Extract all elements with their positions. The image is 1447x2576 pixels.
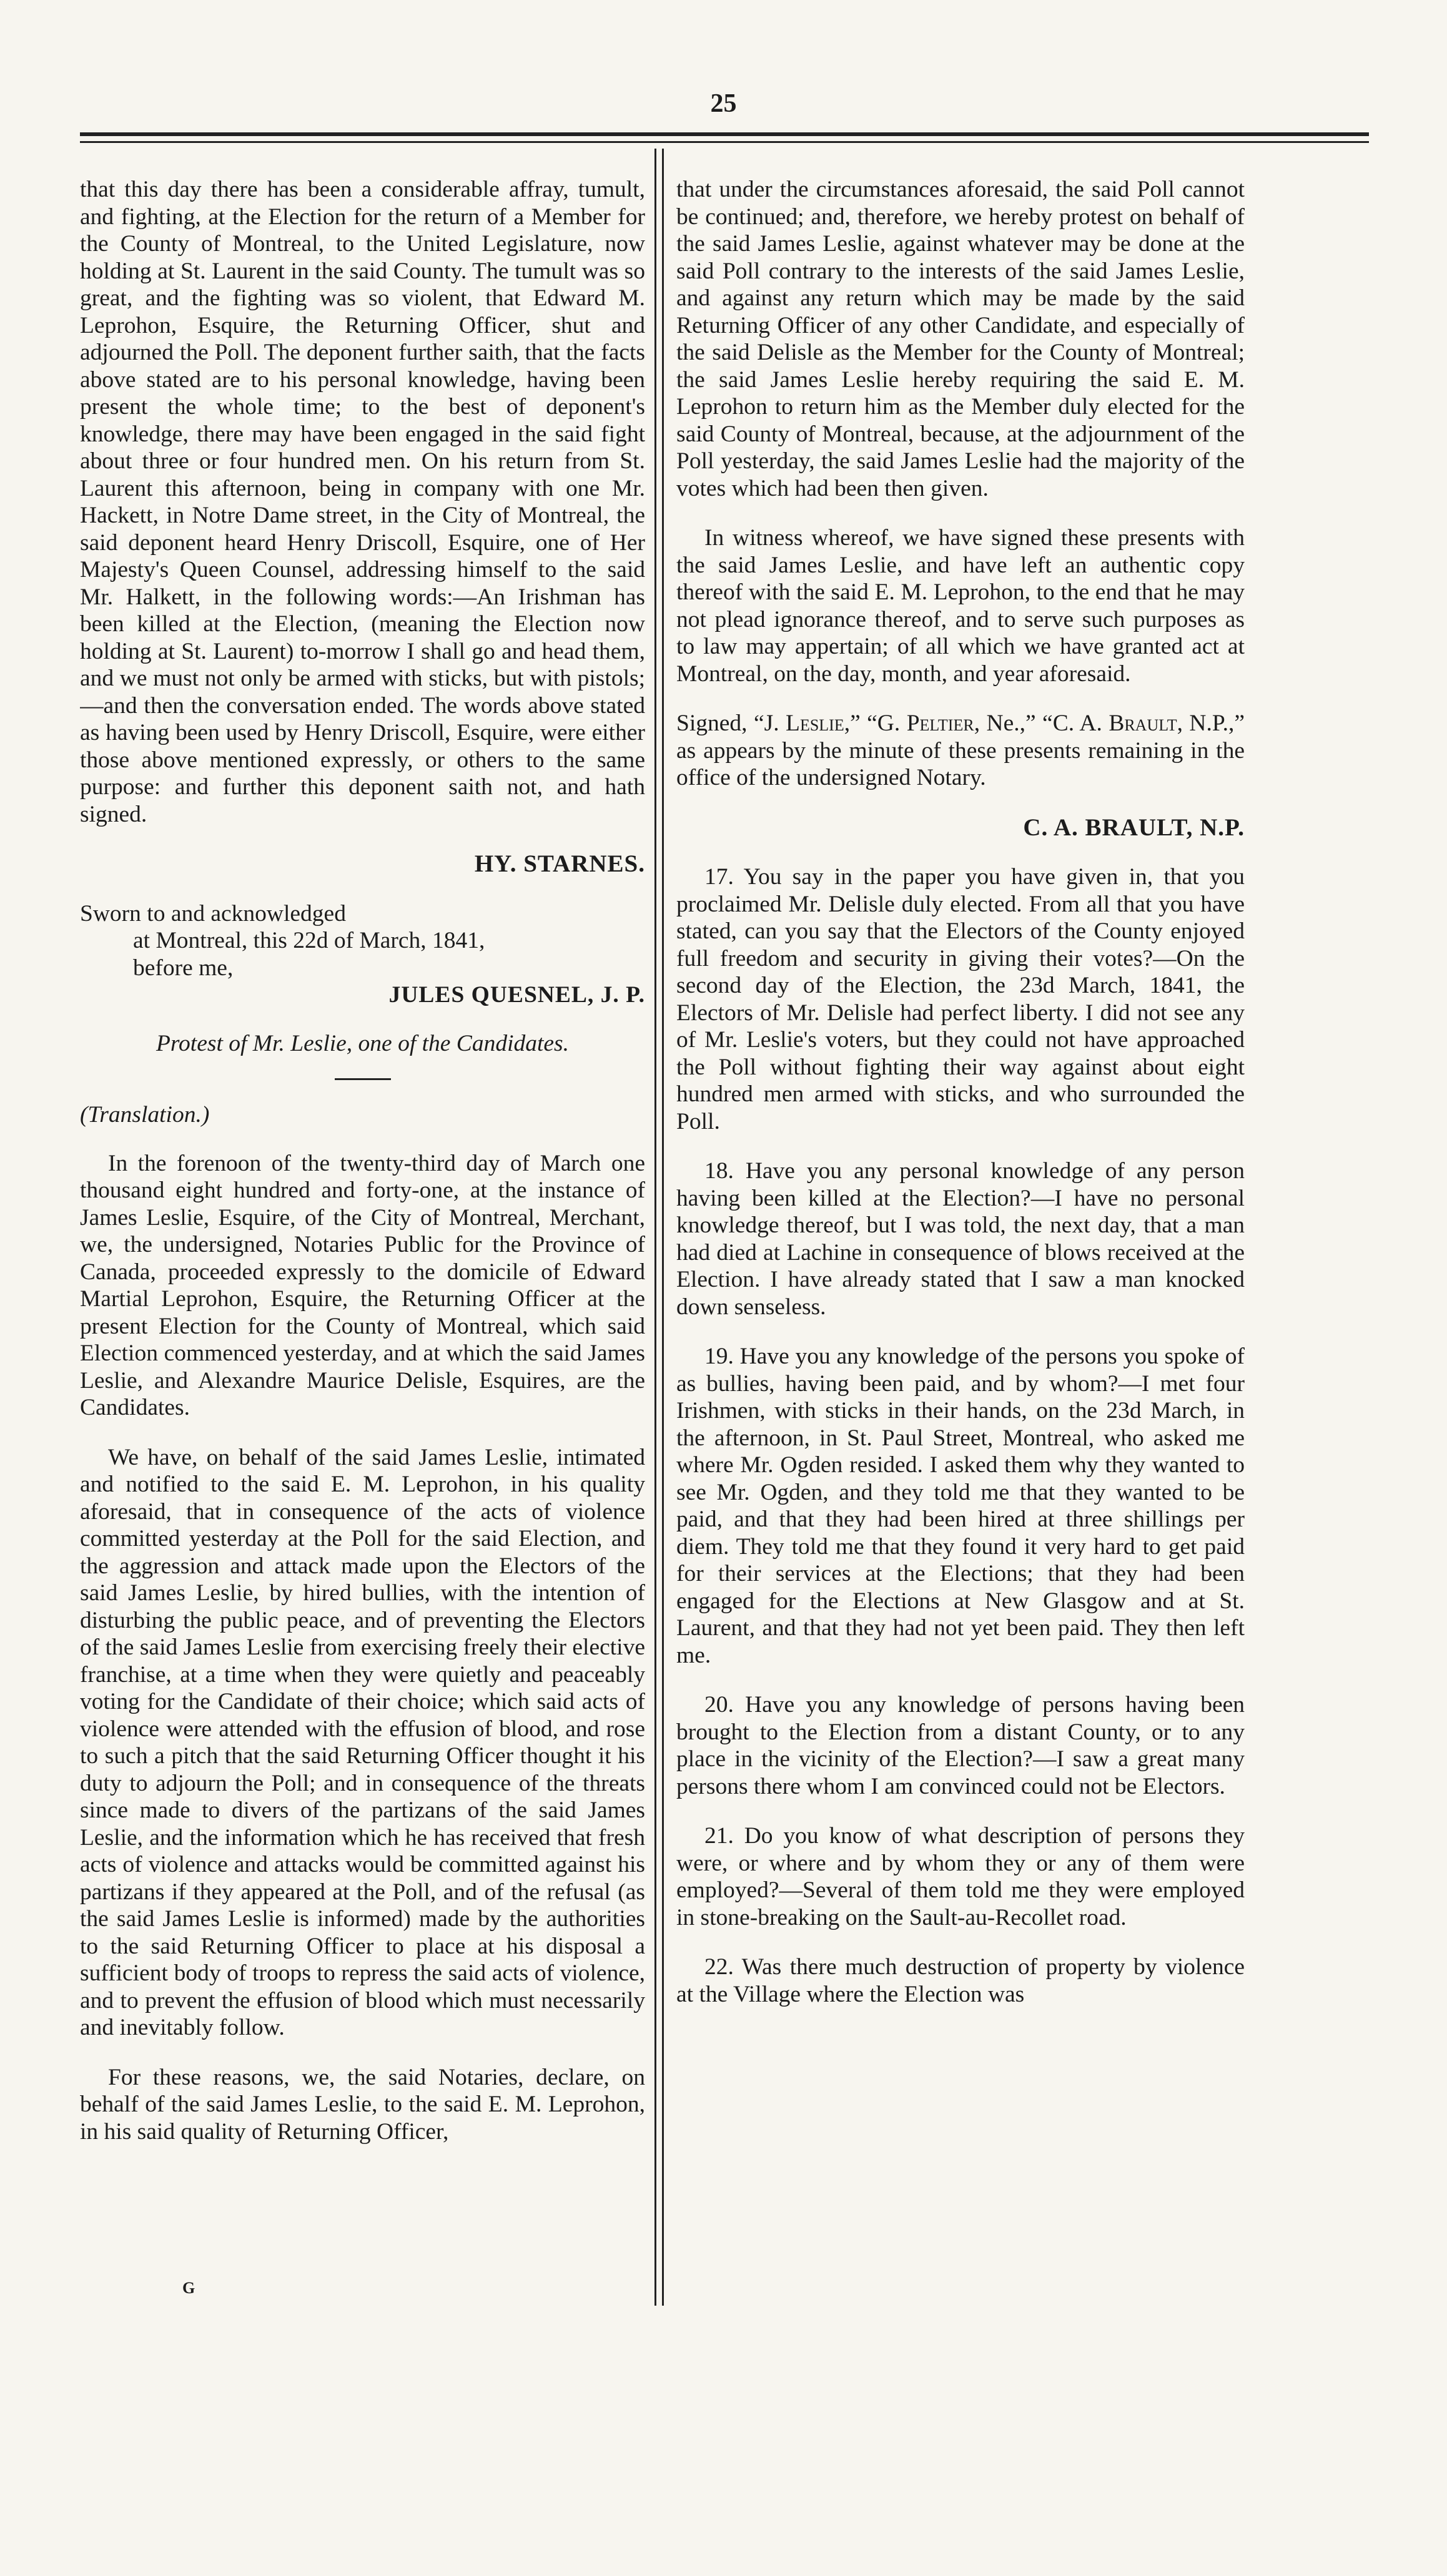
section-divider bbox=[335, 1078, 391, 1080]
question-17: 17. You say in the paper you have given in, that you proclaimed Mr. Delisle duly elected. From all that you have stated, can you say that the Electors of the County enjoyed full freedom and security in giving their votes?—On the second day of the Election, the 23d March, 1841, the Electors of Mr. Delisle had perfect liberty. I did not see any of Mr. Leslie's voters, but they could not have approached the Poll without fighting their way against about eight hundred men armed with sticks, and who surrounded the Poll. bbox=[676, 864, 1245, 1134]
signed-name-leslie: Leslie bbox=[786, 710, 844, 736]
justice-signature: JULES QUESNEL, J. P. bbox=[388, 982, 645, 1008]
question-22: 22. Was there much destruction of property by violence at the Village where the Election was bbox=[676, 1954, 1245, 2007]
signature-mark: G bbox=[182, 2279, 195, 2297]
signed-name-brault: Brault bbox=[1109, 710, 1177, 736]
question-18: 18. Have you any personal knowledge of any person having been killed at the Election?—I have no personal knowledge thereof, but I was told, the next day, that a man had died at Lachine in consequence of blows received at the Election. I have already stated that I saw a man knocked down senseless. bbox=[676, 1158, 1245, 1320]
protest-title: Protest of Mr. Leslie, one of the Candidates. bbox=[156, 1030, 570, 1056]
protest-continuation: that under the circumstances aforesaid, the said Poll cannot be continued; and, therefore, we hereby protest on behalf of the said James Leslie, against whatever may be done at the said Poll contrary to the interests of the said James Leslie, and against any return which may be made by the said Returning Officer of any other Candidate, and especially of the said Delisle as the Member for the County of Montreal; the said James Leslie hereby requiring the said E. M. Leprohon to return him as the Member duly elected for the said County of Montreal, because, at the adjournment of the Poll yesterday, the said James Leslie had the majority of the votes which had been then given. bbox=[676, 177, 1245, 501]
page-number: 25 bbox=[710, 89, 737, 118]
signed-mid-2: , Ne.,” “C. A. bbox=[974, 710, 1109, 736]
starnes-deposition-paragraph: that this day there has been a considerable affray, tumult, and fighting, at the Election for the return of a Member for the County of Montreal, to the United Legislature, now holding at St. Laurent in the said County. The tumult was so great, and the fighting was so violent, that Edward M. Leprohon, Esquire, the Returning Officer, shut and adjourned the Poll. The deponent further saith, that the facts above stated are to his personal knowledge, having been present the whole time; to the best of deponent's knowledge, there may have been engaged in the said fight about three or four hundred men. On his return from St. Laurent this afternoon, being in company with one Mr. Hackett, in Notre Dame street, in the City of Montreal, the said deponent heard Henry Driscoll, Esquire, one of Her Majesty's Queen Counsel, addressing himself to the said Mr. Halkett, in the following words:—An Irishman has been killed at the Election, (meaning the Election now holding at St. Laurent) to-morrow I shall go and head them, and we must not only be armed with sticks, but with pistols;—and then the conversation ended. The words above stated as having been used by Henry Driscoll, Esquire, were either those above mentioned expressly, or others to the same purpose: and further this deponent saith not, and hath signed. bbox=[80, 177, 645, 827]
signed-name-peltier: Peltier bbox=[906, 710, 974, 736]
sworn-line-3: before me, bbox=[133, 955, 234, 981]
question-20: 20. Have you any knowledge of persons having been brought to the Election from a distant County, or to any place in the vicinity of the Election?—I saw a great many persons there whom I am convinced could not be Electors. bbox=[676, 1692, 1245, 1799]
signed-suffix: , N.P.,” as appears by the minute of these presents remaining in the office of the undersigned Notary. bbox=[676, 710, 1245, 790]
notary-signature: C. A. BRAULT, N.P. bbox=[1023, 814, 1245, 841]
question-19: 19. Have you any knowledge of the persons you spoke of as bullies, having been paid, and by whom?—I met four Irishmen, with sticks in their hands, on the 23d March, in the afternoon, in St. Paul Street, Montreal, who asked me where Mr. Ogden resided. I asked them why they wanted to see Mr. Ogden, and they told me that they wanted to be paid, and that they had been hired at three shillings per diem. They told me that they found it very hard to get paid for their services at the Elections; that they had been engaged for the Elections at New Glasgow and at St. Laurent, and that they had not yet been paid. They then left me. bbox=[676, 1344, 1245, 1668]
sworn-block bbox=[80, 900, 645, 1009]
protest-paragraph-1: In the forenoon of the twenty-third day of March one thousand eight hundred and forty-one, at the instance of James Leslie, Esquire, of the City of Montreal, Merchant, we, the undersigned, Notaries Public for the Province of Canada, proceeded expressly to the domicile of Edward Martial Leprohon, Esquire, the Returning Officer at the present Election for the County of Montreal, which said Election commenced yesterday, and at which the said James Leslie, and Alexandre Maurice Delisle, Esquires, are the Candidates. bbox=[80, 1150, 645, 1420]
sworn-line-2: at Montreal, this 22d of March, 1841, bbox=[133, 928, 485, 953]
header-rule-thick bbox=[80, 132, 1369, 136]
left-column bbox=[80, 176, 645, 2299]
column-divider-right bbox=[662, 149, 664, 2306]
right-column bbox=[676, 176, 1245, 2299]
witness-paragraph: In witness whereof, we have signed these presents with the said James Leslie, and have left an authentic copy thereof with the said E. M. Leprohon, to the end that he may not plead ignorance thereof, and to serve such purposes as to law may appertain; of all which we have granted act at Montreal, on the day, month, and year aforesaid. bbox=[676, 525, 1245, 687]
column-divider-left bbox=[654, 149, 656, 2306]
sworn-line-1: Sworn to and acknowledged bbox=[80, 900, 346, 927]
signed-prefix: Signed, “J. bbox=[676, 710, 786, 736]
translation-label: (Translation.) bbox=[80, 1102, 210, 1128]
signed-block bbox=[676, 710, 1245, 792]
header-rule-thin bbox=[80, 141, 1369, 143]
protest-paragraph-2: We have, on behalf of the said James Leslie, intimated and notified to the said E. M. Leprohon, in his quality aforesaid, that in consequence of the acts of violence committed yesterday at the Poll for the said Election, and the aggression and attack made upon the Electors of the said James Leslie, by hired bullies, with the intention of disturbing the public peace, and of preventing the Electors of the said James Leslie from exercising freely their elective franchise, at a time when they were quietly and peaceably voting for the Candidate of their choice; which said acts of violence were attended with the effusion of blood, and rose to such a pitch that the said Returning Officer thought it his duty to adjourn the Poll; and in consequence of the threats since made to divers of the partizans of the said James Leslie, and the information which he has received that fresh acts of violence and attacks would be committed against his partizans if they appeared at the Poll, and of the refusal (as the said James Leslie is informed) made by the authorities to the said Returning Officer to place at his disposal a sufficient body of troops to repress the said acts of violence, and to prevent the effusion of blood which must necessarily and inevitably follow. bbox=[80, 1444, 645, 2040]
protest-paragraph-3: For these reasons, we, the said Notaries, declare, on behalf of the said James Leslie, to the said E. M. Leprohon, in his said quality of Returning Officer, bbox=[80, 2064, 645, 2145]
signed-mid-1: ,” “G. bbox=[844, 710, 907, 736]
starnes-signature: HY. STARNES. bbox=[474, 850, 645, 877]
question-21: 21. Do you know of what description of persons they were, or where and by whom they or any of them were employed?—Several of them told me they were employed in stone-breaking on the Sault-au-Recollet road. bbox=[676, 1823, 1245, 1930]
